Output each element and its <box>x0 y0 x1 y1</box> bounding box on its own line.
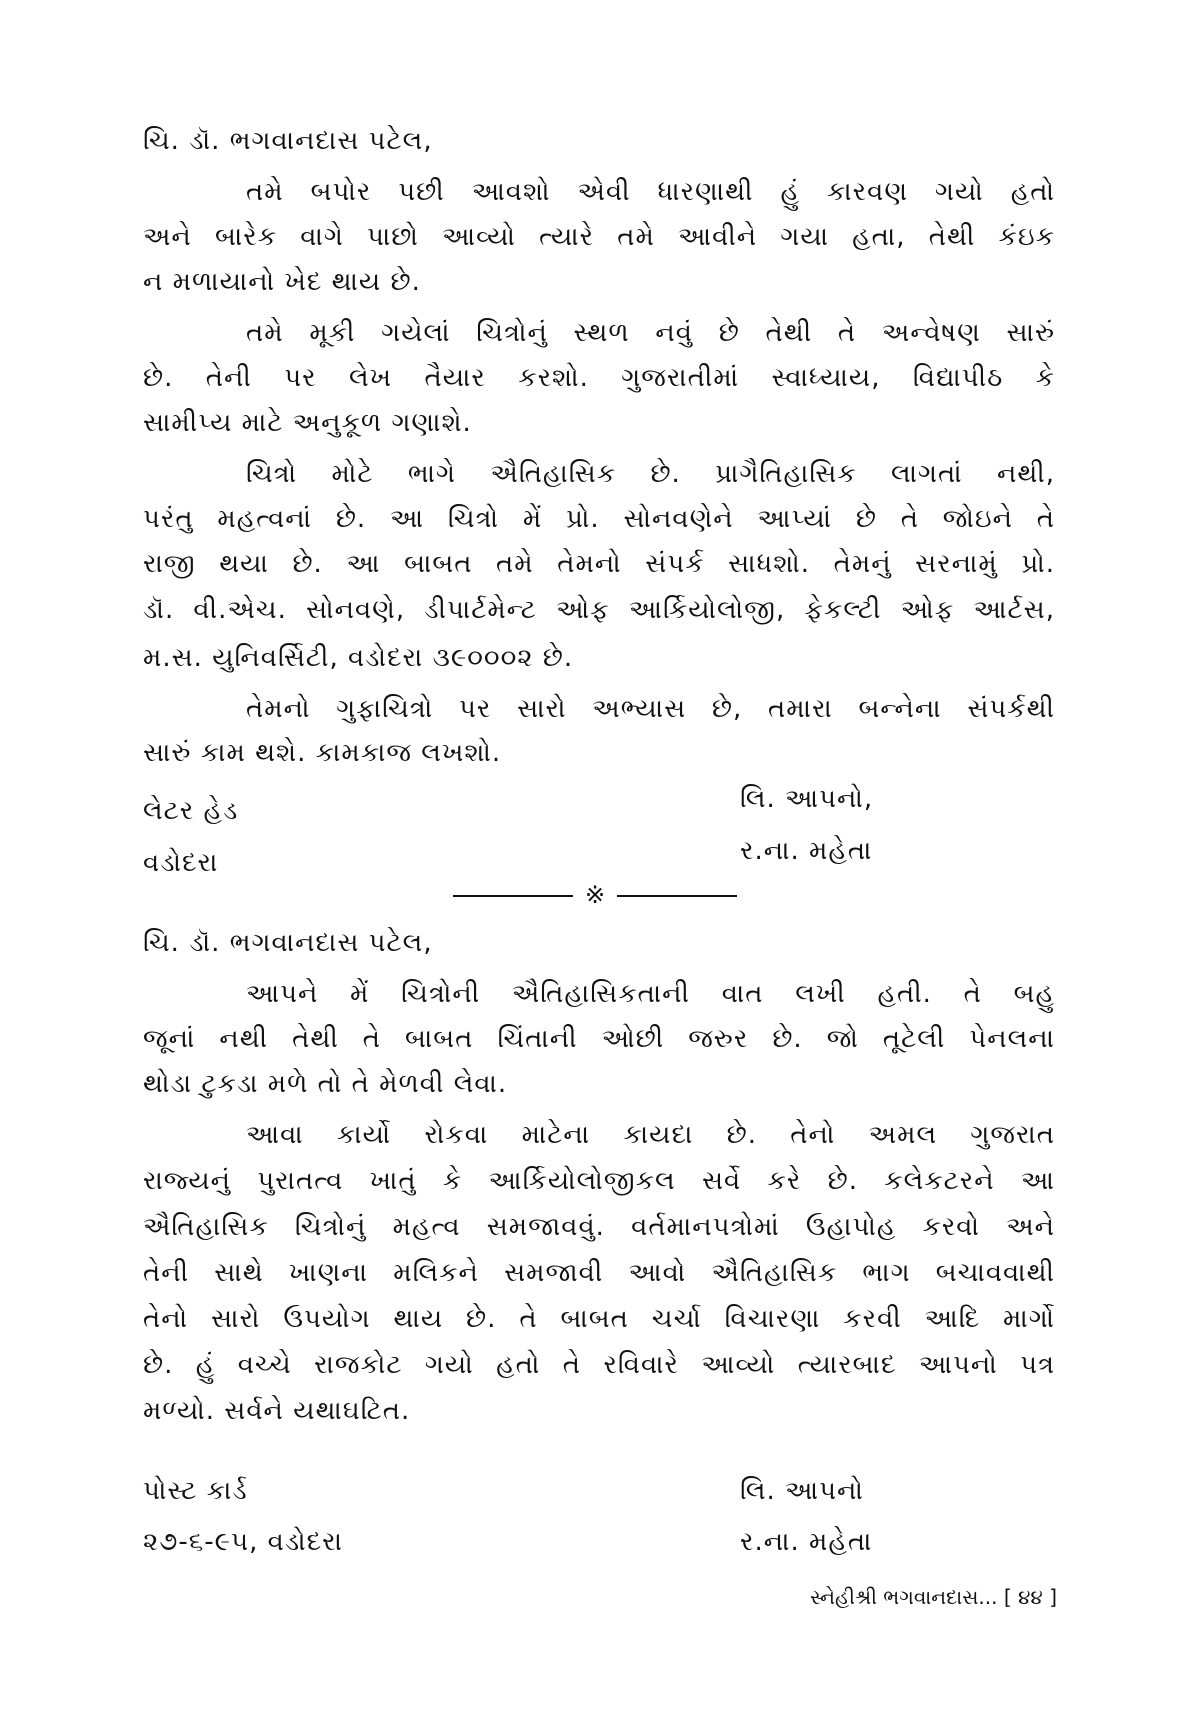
letter-2-paragraph-1-line-3: થોડા ટુકડા મળે તો તે મેળવી લેવા. <box>143 1069 508 1099</box>
letter-1-paragraph-4-line-1: તેમનો ગુફાચિત્રો પર સારો અભ્યાસ છે, તમારા બન્નેના સંપર્કથી <box>246 694 1055 724</box>
letter-2-closing: લિ. આપનો <box>740 1476 864 1506</box>
letter-2-paragraph-2-line-4: તેની સાથે ખાણના મલિકને સમજાવી આવો ઐતિહાસિક ભાગ બચાવવાથી <box>143 1258 1055 1288</box>
letter-1-paragraph-3-line-4: ડૉ. વી.એચ. સોનવણે, ડીપાર્ટમેન્ટ ઓફ આર્કિયોલોજી, ફેકલ્ટી ઓફ આર્ટસ, <box>143 595 1055 625</box>
letter-1-letterhead-note: લેટર હેડ <box>143 796 239 826</box>
running-title: સ્નેહીશ્રી ભગવાનદાસ... <box>810 1585 998 1609</box>
letter-2-paragraph-2-line-2: રાજ્યનું પુરાતત્વ ખાતું કે આર્કિયોલોજીકલ સર્વે કરે છે. કલેકટરને આ <box>143 1166 1055 1196</box>
page-footer <box>700 1582 1057 1612</box>
divider-ornament-icon: ※ <box>573 880 617 910</box>
letter-2-paragraph-2-line-5: તેનો સારો ઉપયોગ થાય છે. તે બાબત ચર્ચા વિચારણા કરવી આદિ માર્ગો <box>143 1304 1055 1334</box>
letter-2-postcard-note: પોસ્ટ કાર્ડ <box>143 1476 248 1506</box>
letter-2-signature: ર.ના. મહેતા <box>740 1527 873 1557</box>
letter-1-paragraph-2-line-3: સામીપ્ય માટે અનુકૂળ ગણાશે. <box>143 408 472 438</box>
letter-2-paragraph-2-line-3: ઐતિહાસિક ચિત્રોનું મહત્વ સમજાવવું. વર્તમાનપત્રોમાં ઉહાપોહ કરવો અને <box>143 1212 1055 1242</box>
letter-1-paragraph-3-line-3: રાજી થયા છે. આ બાબત તમે તેમનો સંપર્ક સાધશો. તેમનું સરનામું પ્રો. <box>143 549 1055 579</box>
page-number: [ ૪૪ ] <box>1003 1585 1057 1609</box>
letter-1-paragraph-3-line-1: ચિત્રો મોટે ભાગે ઐતિહાસિક છે. પ્રાગૈતિહાસિક લાગતાં નથી, <box>246 459 1055 489</box>
letter-1-place: વડોદરા <box>143 848 219 878</box>
letter-1-paragraph-2-line-1: તમે મૂકી ગયેલાં ચિત્રોનું સ્થળ નવું છે તેથી તે અન્વેષણ સારું <box>246 318 1055 348</box>
letter-2-salutation: ચિ. ડૉ. ભગવાનદાસ પટેલ, <box>143 928 433 958</box>
letter-1-closing: લિ. આપનો, <box>740 784 874 814</box>
letter-1-paragraph-1-line-2: અને બારેક વાગે પાછો આવ્યો ત્યારે તમે આવીને ગયા હતા, તેથી કંઇક <box>143 222 1055 252</box>
letter-2-paragraph-2-line-1: આવા કાર્યો રોકવા માટેના કાયદા છે. તેનો અમલ ગુજરાત <box>246 1120 1055 1150</box>
letter-1-salutation: ચિ. ડૉ. ભગવાનદાસ પટેલ, <box>143 126 433 156</box>
letter-2-paragraph-2-line-6: છે. હું વચ્ચે રાજકોટ ગયો હતો તે રવિવારે આવ્યો ત્યારબાદ આપનો પત્ર <box>143 1350 1055 1380</box>
letter-2-date-place: ૨૭-૬-૯૫, વડોદરા <box>143 1527 343 1557</box>
letter-1-paragraph-2-line-2: છે. તેની પર લેખ તૈયાર કરશો. ગુજરાતીમાં સ્વાધ્યાય, વિદ્યાપીઠ કે <box>143 363 1055 393</box>
letter-2-paragraph-1-line-1: આપને મેં ચિત્રોની ઐતિહાસિકતાની વાત લખી હતી. તે બહુ <box>246 979 1055 1009</box>
letter-1-paragraph-1-line-1: તમે બપોર પછી આવશો એવી ધારણાથી હું કારવણ ગયો હતો <box>246 177 1055 207</box>
letter-2-paragraph-1-line-2: જૂનાં નથી તેથી તે બાબત ચિંતાની ઓછી જરુર છે. જો તૂટેલી પેનલના <box>143 1024 1055 1054</box>
letter-2-paragraph-2-line-7: મળ્યો. સર્વને યથાઘટિત. <box>143 1396 411 1426</box>
letter-1-paragraph-3-line-2: પરંતુ મહત્વનાં છે. આ ચિત્રો મેં પ્રો. સોનવણેને આપ્યાં છે તે જોઇને તે <box>143 504 1055 534</box>
letter-1-paragraph-4-line-2: સારું કામ થશે. કામકાજ લખશો. <box>143 738 502 768</box>
letter-1-paragraph-3-line-5: મ.સ. યુનિવર્સિટી, વડોદરા ૩૯૦૦૦૨ છે. <box>143 643 574 673</box>
letter-1-signature: ર.ના. મહેતા <box>740 836 873 866</box>
letter-1-paragraph-1-line-3: ન મળાયાનો ખેદ થાય છે. <box>143 267 421 297</box>
